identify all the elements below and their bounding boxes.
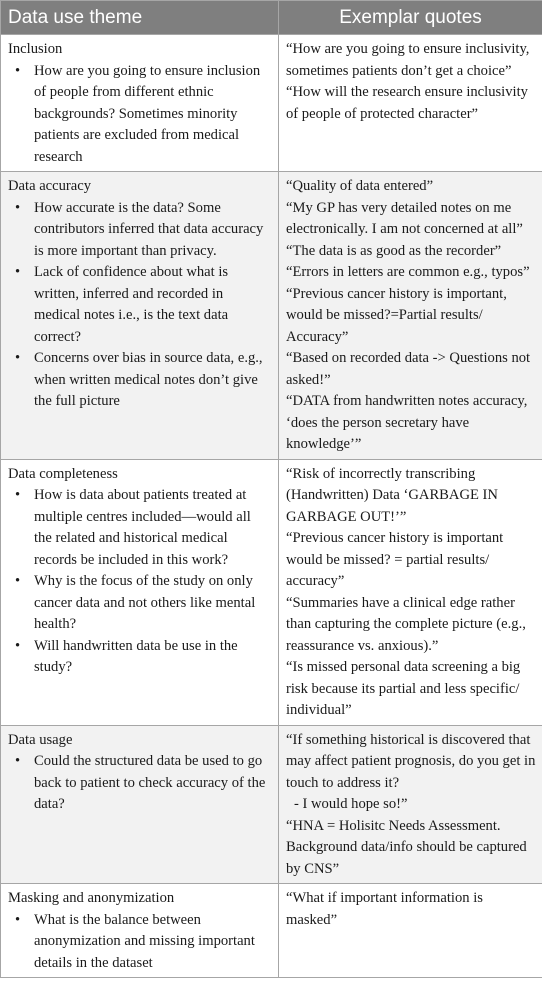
quotes-cell <box>279 459 542 725</box>
bullet-icon: • <box>15 911 21 928</box>
theme-column-header: Data use theme <box>1 1 279 35</box>
quotes-cell <box>279 35 542 172</box>
quote: “What if important information is masked” <box>286 890 483 928</box>
quote: “If something historical is discovered that may affect patient prognosis, do you get in touch to address it? <box>286 731 536 791</box>
quote: “HNA = Holisitc Needs Assessment. Background data/info should be captured by CNS” <box>286 817 527 877</box>
bullet-icon: • <box>15 637 21 654</box>
bullet-item: • Will handwritten data be use in the study? <box>15 637 238 675</box>
bullet-icon: • <box>15 573 21 589</box>
table-row <box>1 725 542 884</box>
bullet-item: • Lack of confidence about what is written, inferred and recorded in medical notes i.e., is the text data correct? <box>15 264 229 345</box>
quote: “Errors in letters are common e.g., typos” <box>286 264 530 280</box>
bullet-item: • What is the balance between anonymization and missing important details in the dataset <box>15 911 255 971</box>
theme-title: Masking and anonymization <box>8 890 175 906</box>
bullet-icon: • <box>15 62 21 79</box>
theme-cell <box>1 172 279 460</box>
bullet-item: • How is data about patients treated at multiple centres included—would all the related and historical medical records be included in this work? <box>15 487 251 568</box>
quote: “Risk of incorrectly transcribing (Handwritten) Data ‘GARBAGE IN GARBAGE OUT!’” <box>286 465 498 525</box>
table-row <box>1 172 542 460</box>
quote-reply: - I would hope so!” <box>294 796 408 812</box>
table-row <box>1 35 542 172</box>
quotes-column-header: Exemplar quotes <box>279 1 542 35</box>
bullet-item: • How are you going to ensure inclusion of people from different ethnic backgrounds? Sometimes minority patients are excluded from medical research <box>15 62 261 165</box>
quote: “DATA from handwritten notes accuracy, ‘does the person secretary have knowledge’” <box>286 393 528 452</box>
theme-cell <box>1 725 279 884</box>
quote: “Is missed personal data screening a big risk because its partial and less specific/ individual” <box>286 659 521 718</box>
theme-title: Data usage <box>8 731 73 748</box>
theme-bullet-list <box>8 485 272 679</box>
quote: “Previous cancer history is important, would be missed?=Partial results/ Accuracy” <box>286 285 507 345</box>
bullet-item: • Why is the focus of the study on only cancer data and not others like mental health? <box>15 573 256 632</box>
bullet-icon: • <box>15 753 21 769</box>
bullet-icon: • <box>15 487 21 503</box>
quote: “Previous cancer history is important would be missed? = partial results/ accuracy” <box>286 530 504 589</box>
bullet-item: • Concerns over bias in source data, e.g., when written medical notes don’t give the full picture <box>15 350 263 409</box>
theme-cell <box>1 35 279 172</box>
quote: “The data is as good as the recorder” <box>286 242 502 259</box>
quotes-cell <box>279 884 542 978</box>
quotes-cell <box>279 172 542 460</box>
table-row <box>1 459 542 725</box>
theme-bullet-list <box>8 751 272 816</box>
quote: “How are you going to ensure inclusivity, sometimes patients don’t get a choice” <box>286 41 530 79</box>
theme-bullet-list <box>8 61 272 169</box>
header-row <box>1 1 542 35</box>
bullet-item: • How accurate is the data? Some contributors inferred that data accuracy is more important than privacy. <box>15 199 264 259</box>
bullet-icon: • <box>15 350 21 366</box>
quote: “How will the research ensure inclusivity of people of protected character” <box>286 84 528 122</box>
bullet-icon: • <box>15 199 21 216</box>
quotes-cell <box>279 725 542 884</box>
theme-bullet-list <box>8 198 272 413</box>
theme-title: Data completeness <box>8 465 118 482</box>
theme-bullet-list <box>8 910 272 975</box>
quote: “My GP has very detailed notes on me electronically. I am not concerned at all” <box>286 199 523 237</box>
theme-cell <box>1 884 279 978</box>
table-row <box>1 884 542 978</box>
theme-title: Data accuracy <box>8 178 92 194</box>
quote: “Quality of data entered” <box>286 178 434 194</box>
theme-cell <box>1 459 279 725</box>
bullet-item: • Could the structured data be used to go back to patient to check accuracy of the data? <box>15 753 266 812</box>
quote: “Summaries have a clinical edge rather than capturing the complete picture (e.g., reassurance vs. anxious).” <box>286 594 526 654</box>
bullet-icon: • <box>15 264 21 280</box>
theme-title: Inclusion <box>8 41 63 57</box>
quote: “Based on recorded data -> Questions not asked!” <box>286 350 531 388</box>
